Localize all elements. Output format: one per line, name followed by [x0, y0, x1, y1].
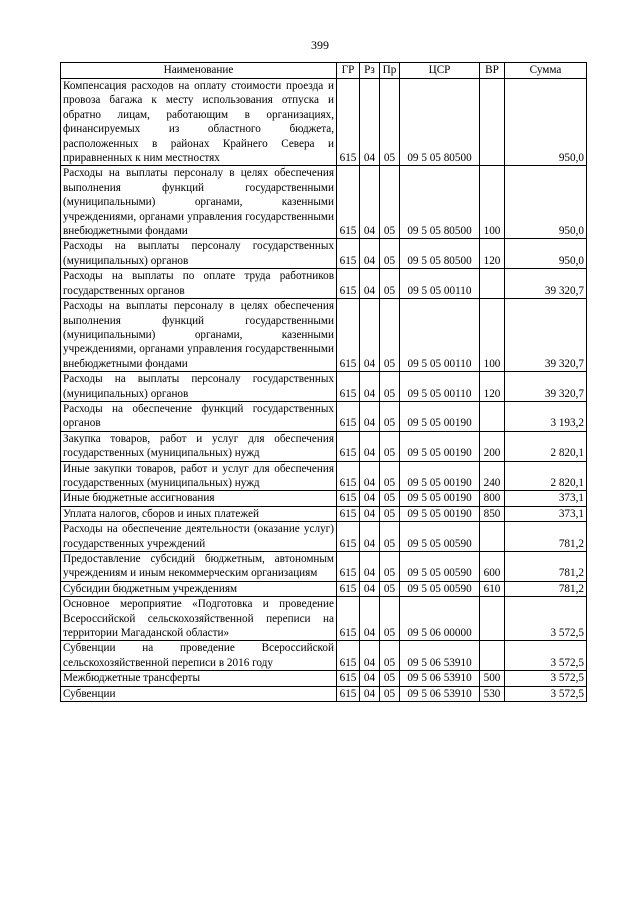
table-row: [61, 461, 587, 491]
cell-gr: 615: [337, 431, 360, 461]
cell-sum: 39 320,7: [505, 372, 587, 402]
cell-name: Иные закупки товаров, работ и услуг для обеспечения государственных (муниципальных) нужд: [61, 461, 337, 491]
cell-pr: 05: [380, 372, 400, 402]
cell-pr: 05: [380, 597, 400, 641]
cell-gr: 615: [337, 401, 360, 431]
cell-gr: 615: [337, 239, 360, 269]
cell-gr: 615: [337, 641, 360, 671]
cell-sum: 781,2: [505, 581, 587, 596]
cell-csr: 09 5 06 00000: [400, 597, 480, 641]
cell-csr: 09 5 05 00190: [400, 431, 480, 461]
table-row: [61, 641, 587, 671]
cell-rz: 04: [360, 491, 380, 506]
cell-pr: 05: [380, 269, 400, 299]
cell-name: Предоставление субсидий бюджетным, автономным учреждениям и иным некоммерческим организациям: [61, 552, 337, 582]
cell-csr: 09 5 05 00590: [400, 522, 480, 552]
header-vr: ВР: [480, 63, 505, 79]
header-pr: Пр: [380, 63, 400, 79]
cell-gr: 615: [337, 461, 360, 491]
cell-rz: 04: [360, 299, 380, 372]
cell-csr: 09 5 05 00110: [400, 299, 480, 372]
table-row: [61, 597, 587, 641]
header-csr: ЦСР: [400, 63, 480, 79]
header-sum: Сумма: [505, 63, 587, 79]
cell-vr: [480, 522, 505, 552]
cell-rz: 04: [360, 372, 380, 402]
cell-csr: 09 5 05 00590: [400, 552, 480, 582]
cell-rz: 04: [360, 269, 380, 299]
cell-sum: 2 820,1: [505, 431, 587, 461]
budget-table: [60, 62, 587, 702]
cell-csr: 09 5 05 00190: [400, 491, 480, 506]
cell-pr: 05: [380, 552, 400, 582]
cell-pr: 05: [380, 166, 400, 239]
cell-vr: 610: [480, 581, 505, 596]
cell-pr: 05: [380, 522, 400, 552]
cell-vr: [480, 641, 505, 671]
cell-name: Расходы на обеспечение деятельности (оказание услуг) государственных учреждений: [61, 522, 337, 552]
cell-vr: 600: [480, 552, 505, 582]
cell-name: Расходы на выплаты персоналу государственных (муниципальных) органов: [61, 372, 337, 402]
cell-vr: 530: [480, 686, 505, 701]
header-name: Наименование: [61, 63, 337, 79]
cell-rz: 04: [360, 79, 380, 166]
cell-vr: 100: [480, 299, 505, 372]
table-row: [61, 239, 587, 269]
cell-sum: 950,0: [505, 79, 587, 166]
cell-csr: 09 5 05 80500: [400, 79, 480, 166]
cell-csr: 09 5 05 00190: [400, 506, 480, 521]
table-header-row: [61, 63, 587, 79]
cell-rz: 04: [360, 166, 380, 239]
cell-vr: 500: [480, 671, 505, 686]
table-row: [61, 269, 587, 299]
table-row: [61, 166, 587, 239]
cell-sum: 950,0: [505, 166, 587, 239]
cell-name: Основное мероприятие «Подготовка и проведение Всероссийской сельскохозяйственной переписи на территории Магаданской области»: [61, 597, 337, 641]
header-rz: Рз: [360, 63, 380, 79]
cell-vr: [480, 79, 505, 166]
cell-pr: 05: [380, 671, 400, 686]
cell-rz: 04: [360, 506, 380, 521]
table-row: [61, 552, 587, 582]
table-row: [61, 506, 587, 521]
cell-gr: 615: [337, 299, 360, 372]
table-row: [61, 431, 587, 461]
cell-csr: 09 5 05 00590: [400, 581, 480, 596]
cell-name: Расходы на обеспечение функций государственных органов: [61, 401, 337, 431]
cell-name: Субсидии бюджетным учреждениям: [61, 581, 337, 596]
cell-pr: 05: [380, 401, 400, 431]
cell-gr: 615: [337, 522, 360, 552]
cell-rz: 04: [360, 686, 380, 701]
table-row: [61, 372, 587, 402]
table-body: [61, 79, 587, 702]
cell-gr: 615: [337, 269, 360, 299]
cell-vr: 200: [480, 431, 505, 461]
table-row: [61, 686, 587, 701]
cell-vr: 120: [480, 239, 505, 269]
cell-vr: [480, 597, 505, 641]
cell-pr: 05: [380, 641, 400, 671]
cell-name: Субвенции: [61, 686, 337, 701]
cell-sum: 2 820,1: [505, 461, 587, 491]
cell-gr: 615: [337, 491, 360, 506]
table-row: [61, 671, 587, 686]
cell-csr: 09 5 06 53910: [400, 671, 480, 686]
cell-pr: 05: [380, 79, 400, 166]
cell-csr: 09 5 05 80500: [400, 166, 480, 239]
cell-gr: 615: [337, 79, 360, 166]
cell-vr: [480, 401, 505, 431]
cell-name: Иные бюджетные ассигнования: [61, 491, 337, 506]
cell-pr: 05: [380, 491, 400, 506]
cell-name: Расходы на выплаты персоналу в целях обеспечения выполнения функций государственными (муниципальными) органами, казенными учреждениями, органами управления государственными внебюджетными фондами: [61, 299, 337, 372]
header-gr: ГР: [337, 63, 360, 79]
cell-name: Субвенции на проведение Всероссийской сельскохозяйственной переписи в 2016 году: [61, 641, 337, 671]
cell-vr: 120: [480, 372, 505, 402]
cell-csr: 09 5 05 00190: [400, 401, 480, 431]
cell-sum: 373,1: [505, 491, 587, 506]
cell-gr: 615: [337, 372, 360, 402]
cell-vr: [480, 269, 505, 299]
cell-rz: 04: [360, 522, 380, 552]
cell-pr: 05: [380, 506, 400, 521]
table-row: [61, 491, 587, 506]
cell-rz: 04: [360, 597, 380, 641]
cell-sum: 3 572,5: [505, 686, 587, 701]
cell-name: Межбюджетные трансферты: [61, 671, 337, 686]
cell-sum: 3 572,5: [505, 597, 587, 641]
cell-csr: 09 5 05 00110: [400, 372, 480, 402]
table-row: [61, 522, 587, 552]
cell-rz: 04: [360, 461, 380, 491]
cell-gr: 615: [337, 581, 360, 596]
cell-csr: 09 5 05 00110: [400, 269, 480, 299]
cell-vr: 240: [480, 461, 505, 491]
cell-name: Компенсация расходов на оплату стоимости проезда и провоза багажа к месту использования отпуска и обратно лицам, работающим в организациях, финансируемых из областного бюджета, расположенных в районах Крайнего Севера и приравненных к ним местностях: [61, 79, 337, 166]
cell-name: Расходы на выплаты по оплате труда работников государственных органов: [61, 269, 337, 299]
cell-sum: 39 320,7: [505, 269, 587, 299]
cell-rz: 04: [360, 641, 380, 671]
cell-rz: 04: [360, 431, 380, 461]
cell-gr: 615: [337, 552, 360, 582]
cell-csr: 09 5 05 00190: [400, 461, 480, 491]
table-row: [61, 299, 587, 372]
cell-vr: 800: [480, 491, 505, 506]
page-number: 399: [311, 38, 329, 52]
cell-sum: 3 572,5: [505, 671, 587, 686]
cell-pr: 05: [380, 461, 400, 491]
table-row: [61, 79, 587, 166]
cell-rz: 04: [360, 581, 380, 596]
cell-vr: 100: [480, 166, 505, 239]
cell-pr: 05: [380, 299, 400, 372]
cell-sum: 3 193,2: [505, 401, 587, 431]
cell-pr: 05: [380, 581, 400, 596]
cell-name: Расходы на выплаты персоналу в целях обеспечения выполнения функций государственными (муниципальными) органами, казенными учреждениями, органами управления государственными внебюджетными фондами: [61, 166, 337, 239]
table-row: [61, 581, 587, 596]
cell-vr: 850: [480, 506, 505, 521]
cell-csr: 09 5 06 53910: [400, 686, 480, 701]
cell-name: Расходы на выплаты персоналу государственных (муниципальных) органов: [61, 239, 337, 269]
cell-gr: 615: [337, 671, 360, 686]
cell-rz: 04: [360, 552, 380, 582]
cell-sum: 3 572,5: [505, 641, 587, 671]
cell-rz: 04: [360, 401, 380, 431]
cell-gr: 615: [337, 506, 360, 521]
cell-name: Закупка товаров, работ и услуг для обеспечения государственных (муниципальных) нужд: [61, 431, 337, 461]
cell-pr: 05: [380, 686, 400, 701]
cell-pr: 05: [380, 431, 400, 461]
table-row: [61, 401, 587, 431]
cell-gr: 615: [337, 686, 360, 701]
cell-csr: 09 5 05 80500: [400, 239, 480, 269]
cell-sum: 781,2: [505, 552, 587, 582]
cell-sum: 950,0: [505, 239, 587, 269]
cell-sum: 373,1: [505, 506, 587, 521]
cell-name: Уплата налогов, сборов и иных платежей: [61, 506, 337, 521]
cell-sum: 781,2: [505, 522, 587, 552]
cell-csr: 09 5 06 53910: [400, 641, 480, 671]
cell-gr: 615: [337, 166, 360, 239]
cell-rz: 04: [360, 239, 380, 269]
cell-pr: 05: [380, 239, 400, 269]
cell-rz: 04: [360, 671, 380, 686]
cell-sum: 39 320,7: [505, 299, 587, 372]
cell-gr: 615: [337, 597, 360, 641]
